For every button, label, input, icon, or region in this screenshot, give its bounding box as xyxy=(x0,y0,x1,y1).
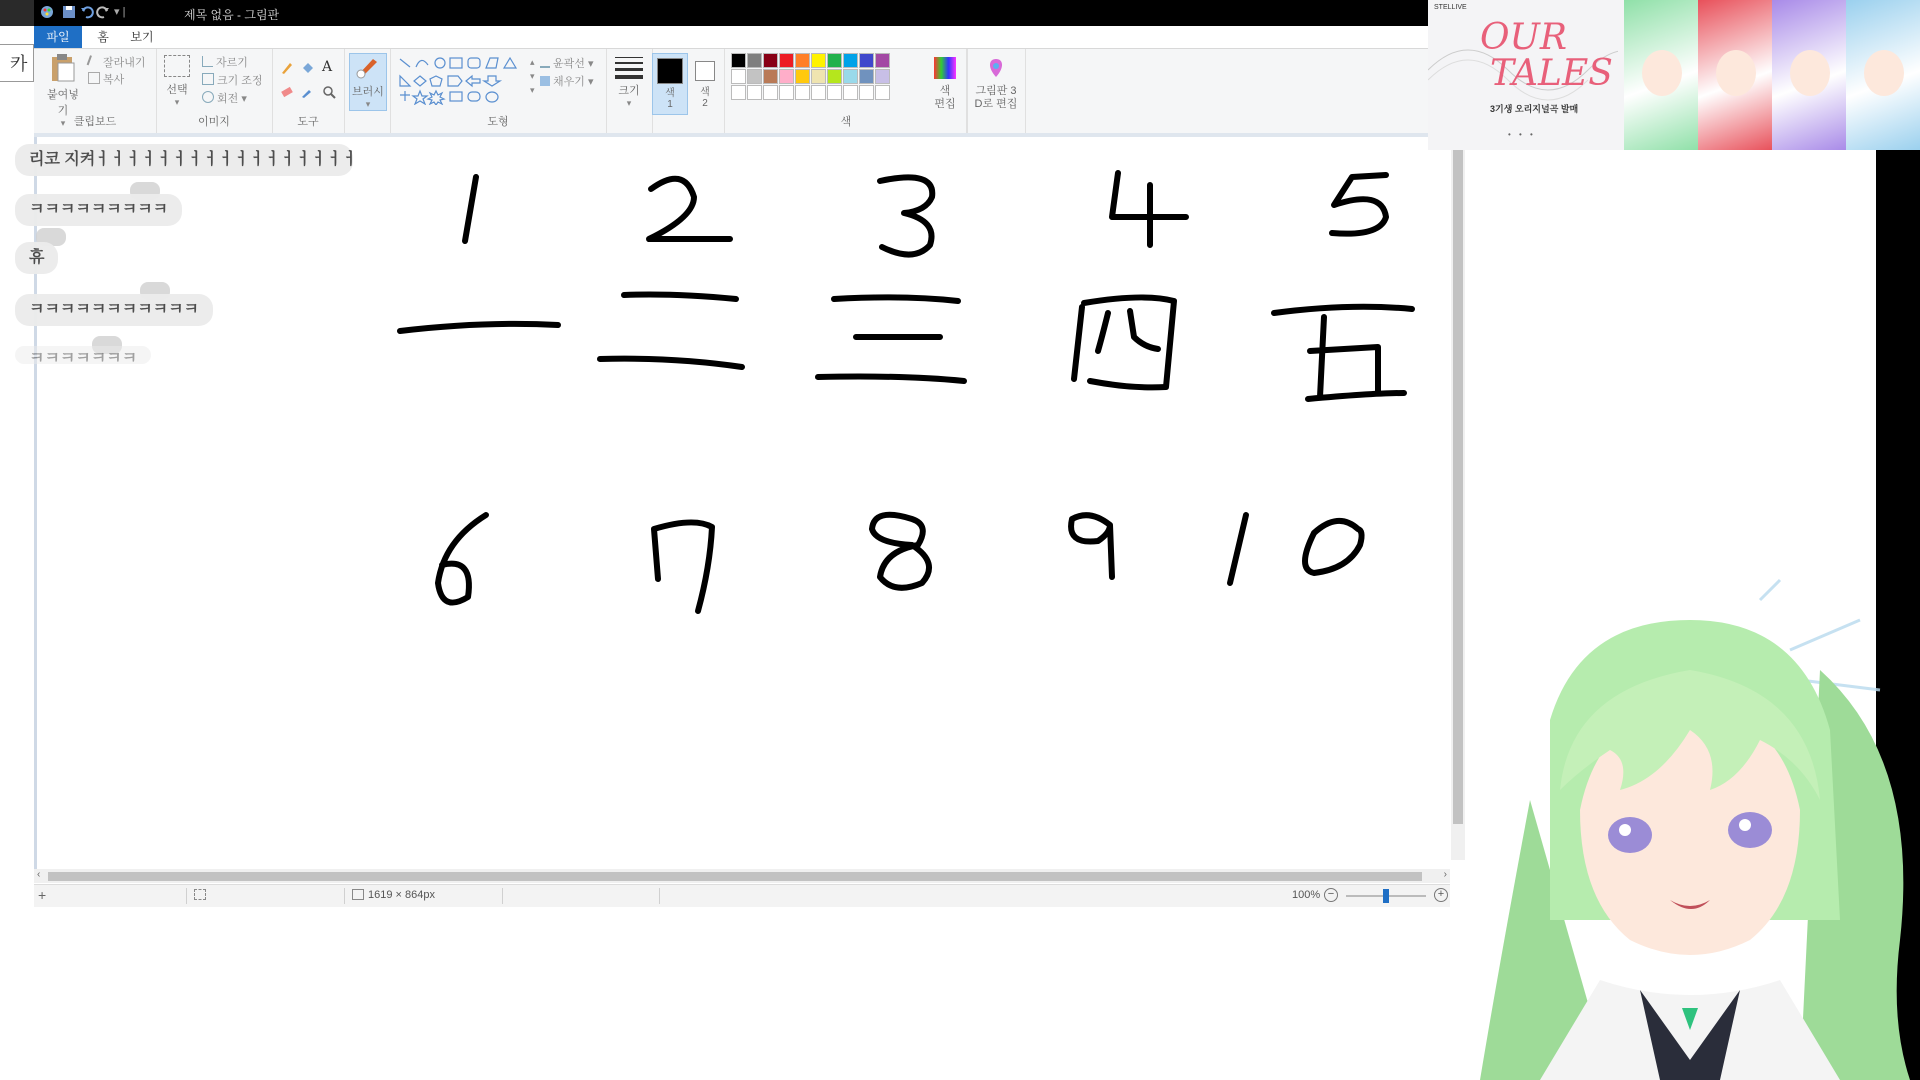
rotate-icon xyxy=(202,91,214,103)
scissors-icon xyxy=(87,55,102,69)
digit-6-stroke xyxy=(438,515,486,603)
shapes-group: ▴ ▾ ▾ 윤곽선 ▾ 채우기 ▾ 도형 xyxy=(390,49,607,133)
save-icon[interactable] xyxy=(62,5,76,19)
tools-label: 도구 xyxy=(297,116,319,128)
crop-button[interactable]: 자르기 xyxy=(202,54,248,70)
banner-character-panel xyxy=(1698,0,1774,150)
copy-icon xyxy=(88,72,100,84)
paste-button[interactable]: 붙여넣기 ▾ xyxy=(42,53,84,109)
chat-message: ㅋㅋㅋㅋㅋㅋㅋㅋㅋ xyxy=(15,194,182,226)
character-face xyxy=(1790,50,1830,96)
canvas[interactable] xyxy=(34,137,1450,871)
magnifier-icon[interactable] xyxy=(322,85,336,99)
zoom-level: 100% xyxy=(1292,889,1321,901)
banner-brand: STELLIVE xyxy=(1434,4,1467,11)
ribbon-tab-row xyxy=(34,26,1428,49)
image-group xyxy=(156,49,273,133)
zoom-slider[interactable] xyxy=(1346,895,1426,897)
text-tool-icon[interactable]: A xyxy=(322,59,333,75)
title-bar xyxy=(34,0,1428,26)
banner-character-panel xyxy=(1624,0,1700,150)
avatar-right-eye xyxy=(1728,812,1772,848)
digit-7-stroke xyxy=(654,522,712,611)
hanja-2-stroke xyxy=(600,295,742,368)
color-swatch[interactable] xyxy=(731,85,746,100)
window-title: 제목 없음 - 그림판 xyxy=(184,8,280,22)
shapes-gallery[interactable] xyxy=(396,55,530,105)
color2-button[interactable]: 색 2 xyxy=(690,53,720,113)
character-face xyxy=(1864,50,1904,96)
colors-label: 색 xyxy=(840,116,852,128)
hanja-3-stroke xyxy=(818,297,964,381)
color-picker-icon[interactable] xyxy=(300,85,314,99)
horizontal-scrollbar[interactable] xyxy=(34,869,1450,883)
copy-button[interactable]: 복사 xyxy=(88,71,124,87)
color-swatch[interactable] xyxy=(811,85,826,100)
color-swatch[interactable] xyxy=(843,85,858,100)
clipboard-label: 클립보드 xyxy=(73,116,117,128)
image-dimensions: 1619 × 864px xyxy=(368,889,435,901)
banner-dots: • • • xyxy=(1508,130,1536,139)
color-swatch[interactable] xyxy=(747,85,762,100)
color-swatch[interactable] xyxy=(827,53,842,68)
fill-icon xyxy=(540,76,550,86)
digit-8-stroke xyxy=(872,515,929,588)
outline-dropdown[interactable]: 윤곽선 ▾ xyxy=(540,55,593,71)
color-swatch[interactable] xyxy=(779,85,794,100)
color-swatch[interactable] xyxy=(859,69,874,84)
size-icon xyxy=(615,55,643,79)
status-bar xyxy=(34,884,1450,907)
size-button[interactable]: 크기 ▾ xyxy=(612,55,646,109)
color-swatch[interactable] xyxy=(843,69,858,84)
zoom-in-icon[interactable]: + xyxy=(1434,888,1448,902)
color2-swatch xyxy=(695,61,715,81)
tools-group xyxy=(272,49,345,133)
banner-title: OUR TALES xyxy=(1480,17,1613,94)
brush-icon xyxy=(355,54,381,80)
fill-dropdown[interactable]: 채우기 ▾ xyxy=(540,73,593,89)
scroll-right-arrow-icon[interactable]: › xyxy=(1443,869,1447,880)
avatar-left-eye xyxy=(1608,817,1652,853)
vtuber-avatar xyxy=(1460,540,1920,1080)
digit-10-one-stroke xyxy=(1230,515,1246,583)
drawing-canvas[interactable] xyxy=(34,137,1450,871)
banner-character-panel xyxy=(1772,0,1848,150)
character-face xyxy=(1642,50,1682,96)
color-swatch[interactable] xyxy=(779,53,794,68)
eraser-icon[interactable] xyxy=(280,85,294,99)
color-swatch[interactable] xyxy=(763,53,778,68)
tab-view[interactable]: 보기 xyxy=(130,30,154,44)
digit-5-stroke xyxy=(1332,175,1386,234)
chat-message: 리코 지켜ㅓㅓㅓㅓㅓㅓㅓㅓㅓㅓㅓㅓㅓㅓㅓㅓㅓ xyxy=(15,144,353,176)
tab-home[interactable]: 홈 xyxy=(97,30,109,44)
color-swatch[interactable] xyxy=(731,53,746,68)
tab-file[interactable]: 파일 xyxy=(34,26,82,48)
color-swatch[interactable] xyxy=(875,53,890,68)
color-swatch[interactable] xyxy=(827,85,842,100)
color-swatch[interactable] xyxy=(811,53,826,68)
image-size-icon xyxy=(352,889,364,900)
color-swatch[interactable] xyxy=(731,69,746,84)
paste-icon xyxy=(50,53,76,83)
horizontal-scroll-thumb[interactable] xyxy=(48,872,1422,881)
shapes-label: 도형 xyxy=(487,116,509,128)
color-swatch[interactable] xyxy=(779,69,794,84)
color-swatch[interactable] xyxy=(763,85,778,100)
hanja-1-stroke xyxy=(400,324,558,331)
pencil-icon[interactable] xyxy=(280,61,294,75)
digit-1-stroke xyxy=(465,177,476,241)
paint-app-icon xyxy=(40,5,54,19)
fill-bucket-icon[interactable] xyxy=(300,61,314,75)
resize-icon xyxy=(202,73,214,85)
outline-icon xyxy=(540,56,550,68)
color-swatch[interactable] xyxy=(859,85,874,100)
color1-swatch xyxy=(657,58,683,84)
paint3d-button[interactable]: 그림판 3 D로 편집 xyxy=(966,49,1026,133)
character-face xyxy=(1716,50,1756,96)
undo-icon[interactable] xyxy=(80,5,94,19)
digit-9-stroke xyxy=(1071,515,1112,577)
rotate-button[interactable]: 회전 ▾ xyxy=(202,90,247,106)
color-swatch[interactable] xyxy=(747,69,762,84)
select-button[interactable]: 선택 ▾ xyxy=(162,55,192,108)
color-swatch[interactable] xyxy=(843,53,858,68)
chat-message: ㅋㅋㅋㅋㅋㅋㅋㅋㅋㅋㅋ xyxy=(15,294,213,326)
redo-icon[interactable] xyxy=(96,5,110,19)
crop-icon xyxy=(202,56,213,67)
cursor-position-icon: + xyxy=(38,887,47,903)
banner-subtitle: 3기생 오리지널곡 발매 xyxy=(1490,104,1579,114)
color-swatch[interactable] xyxy=(795,53,810,68)
selection-size-icon xyxy=(194,889,206,900)
color-swatch[interactable] xyxy=(795,69,810,84)
color-swatch[interactable] xyxy=(859,53,874,68)
digit-2-stroke xyxy=(649,179,730,239)
scroll-left-arrow-icon[interactable]: ‹ xyxy=(37,869,41,880)
brush-group xyxy=(344,49,391,133)
size-group xyxy=(606,49,653,133)
promo-banner xyxy=(1428,0,1920,150)
cut-button[interactable]: 잘라내기 xyxy=(88,54,146,70)
color-swatch[interactable] xyxy=(875,69,890,84)
clipboard-group xyxy=(34,49,157,133)
chat-message: 휴 xyxy=(15,242,58,274)
color-swatch[interactable] xyxy=(747,53,762,68)
color1-button[interactable]: 색 1 xyxy=(652,53,688,115)
edit-colors-button[interactable]: 색 편집 xyxy=(924,49,966,133)
hanja-4-stroke xyxy=(1074,297,1174,387)
paint3d-icon xyxy=(985,57,1007,79)
color-swatch[interactable] xyxy=(763,69,778,84)
color-wheel-icon xyxy=(934,57,956,79)
image-label: 이미지 xyxy=(198,116,230,128)
chat-message: ㅋㅋㅋㅋㅋㅋㅋ xyxy=(15,346,151,364)
zoom-slider-thumb[interactable] xyxy=(1383,889,1389,903)
banner-character-panel xyxy=(1846,0,1920,150)
select-icon xyxy=(164,55,190,77)
brush-button[interactable]: 브러시 ▾ xyxy=(349,53,387,111)
ribbon xyxy=(34,49,1428,137)
digit-3-stroke xyxy=(880,177,932,254)
color-swatch[interactable] xyxy=(875,85,890,100)
color-swatch[interactable] xyxy=(795,85,810,100)
hanja-5-stroke xyxy=(1274,307,1412,399)
background-window-fragment: 카 xyxy=(0,44,34,82)
resize-button[interactable]: 크기 조정 xyxy=(202,72,263,88)
color-swatch[interactable] xyxy=(827,69,842,84)
quick-access-dropdown[interactable]: ▾ | xyxy=(114,6,126,18)
color-swatch[interactable] xyxy=(811,69,826,84)
zoom-out-icon[interactable]: − xyxy=(1324,888,1338,902)
digit-4-stroke xyxy=(1112,173,1186,245)
digit-10-zero-stroke xyxy=(1305,521,1362,573)
